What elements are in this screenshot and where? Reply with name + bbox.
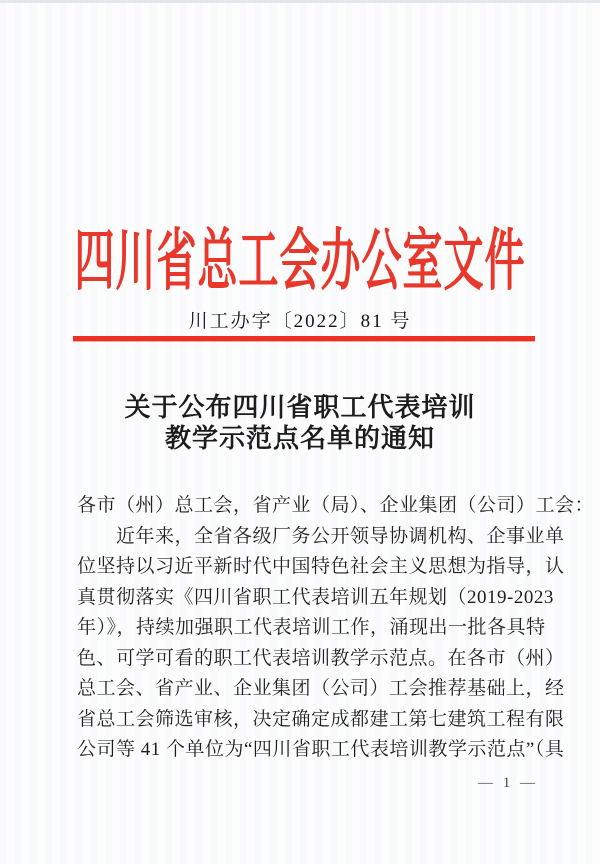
notice-title — [0, 392, 600, 454]
body-line: 总工会、省产业、企业集团（公司）工会推荐基础上，经 — [77, 678, 565, 699]
scan-top-edge — [0, 0, 600, 3]
body-text — [77, 491, 595, 766]
body-line: 近年来，全省各级厂务公开领导协调机构、企事业单 — [116, 525, 565, 547]
body-line: 公司等 41 个单位为“四川省职工代表培训教学示范点”（具 — [77, 739, 565, 760]
body-line: 各市（州）总工会，省产业（局）、企业集团（公司）工会： — [77, 495, 595, 516]
body-line: 年）》，持续加强职工代表培训工作，涌现出一批各具特 — [77, 617, 546, 638]
body-line: 位坚持以习近平新时代中国特色社会主义思想为指导，认 — [77, 556, 565, 577]
org-header-title: 四川省总工会办公室文件 — [74, 223, 526, 299]
page-number: — 1 — — [478, 775, 538, 791]
notice-title-line1: 关于公布四川省职工代表培训 — [124, 393, 476, 422]
body-line: 色、可学可看的职工代表培训教学示范点。在各市（州） — [77, 647, 565, 669]
notice-title-line2: 教学示范点名单的通知 — [164, 424, 435, 453]
body-line: 省总工会筛选审核，决定确定成都建工第七建筑工程有限 — [77, 708, 565, 730]
document-reference-number: 川工办字〔2022〕81 号 — [188, 311, 412, 332]
red-divider-rule — [73, 336, 535, 341]
body-line: 真贯彻落实《四川省职工代表培训五年规划（2019-2023 — [77, 586, 554, 608]
